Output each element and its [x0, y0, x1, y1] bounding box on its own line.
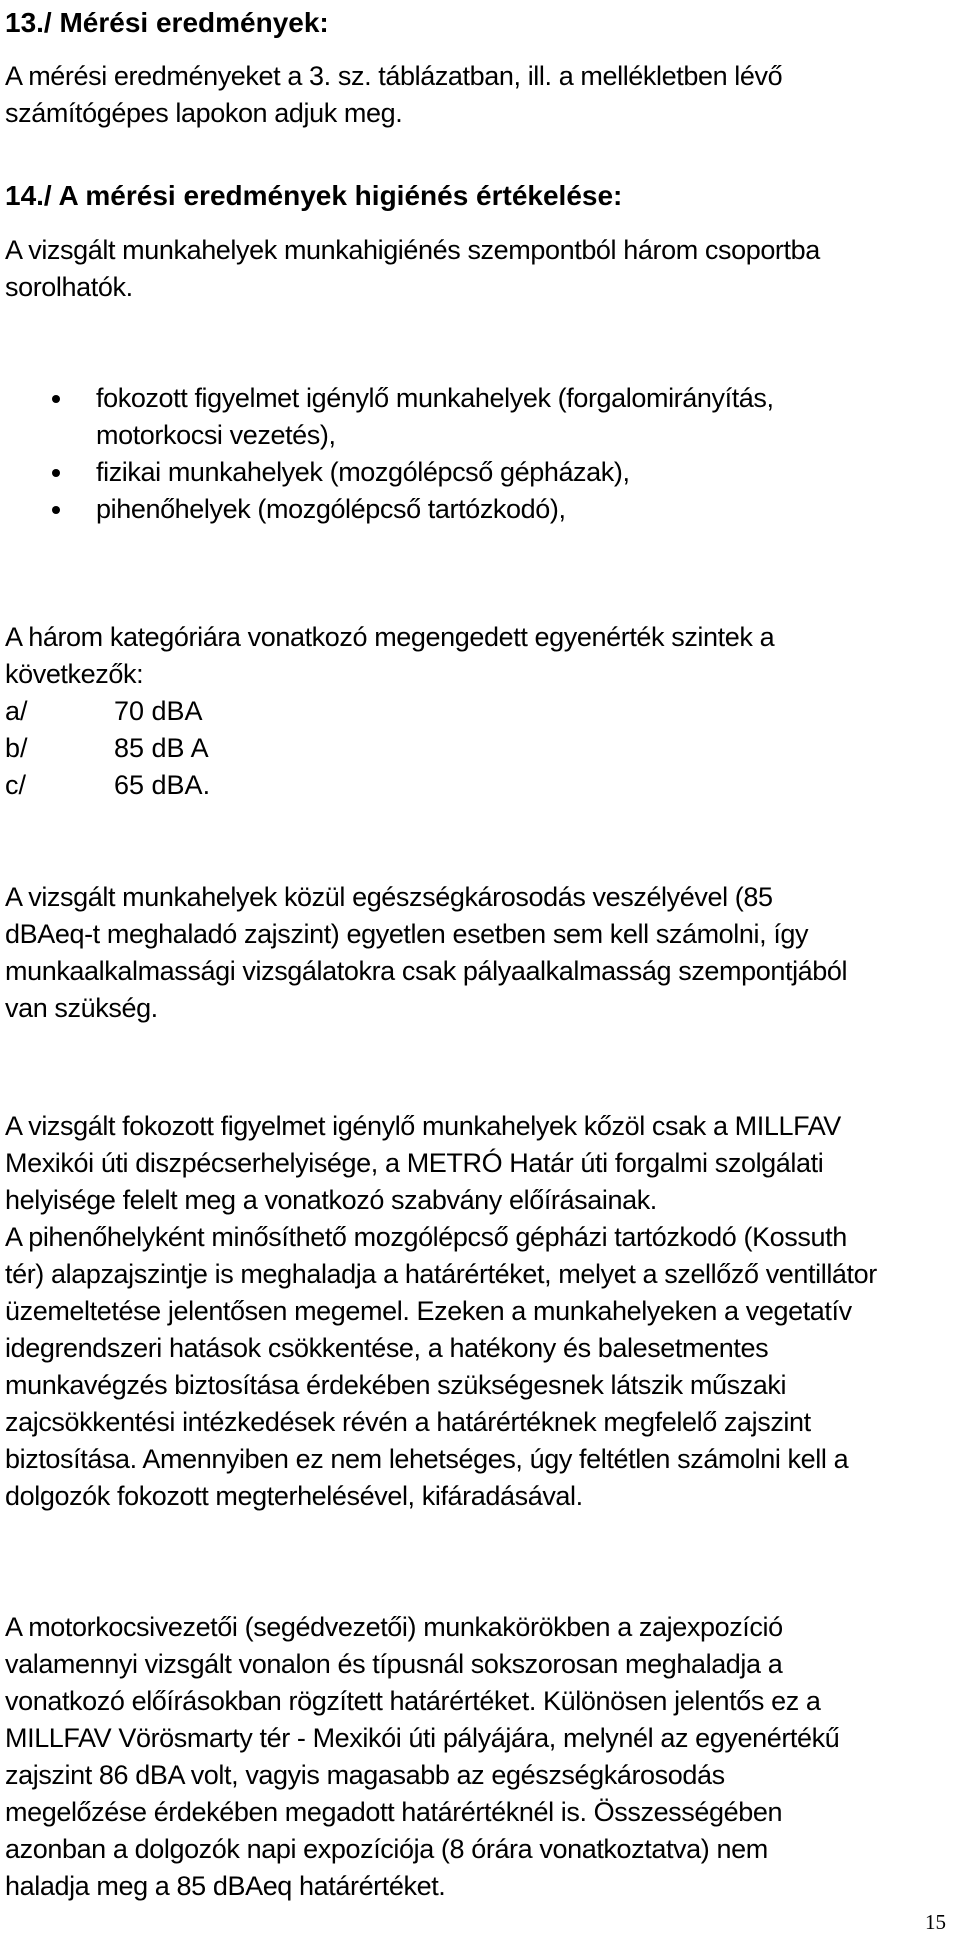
text-line: A három kategóriára vonatkozó megengedett egyenérték szintek a [5, 622, 775, 652]
page-number: 15 [925, 1910, 946, 1934]
limit-label: a/ [5, 696, 28, 726]
text-line: helyisége felelt meg a vonatkozó szabvány előírásainak. [5, 1185, 657, 1215]
text-line: következők: [5, 659, 144, 689]
text-line: Mexikói úti diszpécserhelyisége, a METRÓ Határ úti forgalmi szolgálati [5, 1148, 824, 1178]
text-line: A pihenőhelyként minősíthető mozgólépcső gépházi tartózkodó (Kossuth [5, 1222, 847, 1252]
section-13-paragraph [5, 58, 953, 132]
text-line: azonban a dolgozók napi expozíciója (8 órára vonatkoztatva) nem [5, 1834, 768, 1864]
text-line: A vizsgált munkahelyek közül egészségkárosodás veszélyével (85 [5, 882, 773, 912]
text-line: idegrendszeri hatások csökkentése, a hatékony és balesetmentes [5, 1333, 769, 1363]
health-risk-paragraph [5, 879, 953, 1027]
limit-label: b/ [5, 733, 28, 763]
section-14-intro [5, 232, 953, 306]
list-item [0, 491, 960, 528]
text-line: megelőzése érdekében megadott határértéknél is. Összességében [5, 1797, 783, 1827]
text-line: A vizsgált munkahelyek munkahigiénés szempontból három csoportba [5, 235, 820, 265]
driver-exposure-paragraph [5, 1609, 953, 1905]
limit-label: c/ [5, 770, 27, 800]
text-line: üzemeltetése jelentősen megemel. Ezeken a munkahelyeken a vegetatív [5, 1296, 852, 1326]
text-line: zajszint 86 dBA volt, vagyis magasabb az egészségkárosodás [5, 1760, 725, 1790]
text-line: munkavégzés biztosítása érdekében szükségesnek látszik műszaki [5, 1370, 787, 1400]
text-line: A motorkocsivezetői (segédvezetői) munkakörökben a zajexpozíció [5, 1612, 783, 1642]
limit-values [5, 693, 210, 804]
text-line: haladja meg a 85 dBAeq határértéket. [5, 1871, 446, 1901]
text-line: MILLFAV Vörösmarty tér - Mexikói úti pályájára, melynél az egyenértékű [5, 1723, 840, 1753]
limit-row [5, 767, 210, 804]
text-line: A vizsgált fokozott figyelmet igénylő munkahelyek kőzöl csak a MILLFAV [5, 1111, 841, 1141]
limit-value: 70 dBA [114, 696, 203, 726]
text-line: vonatkozó előírásokban rögzített határértéket. Különösen jelentős ez a [5, 1686, 821, 1716]
section-13-heading: 13./ Mérési eredmények: [5, 7, 329, 38]
bullet-icon [52, 506, 60, 514]
text-line: dBAeq-t meghaladó zajszint) egyetlen esetben sem kell számolni, így [5, 919, 809, 949]
limit-value: 85 dB A [114, 733, 209, 763]
limit-row [5, 693, 210, 730]
list-item [0, 454, 960, 491]
text-line: zajcsökkentési intézkedések révén a határértéknek megfelelő zajszint [5, 1407, 811, 1437]
list-item [0, 380, 960, 454]
text-line: fizikai munkahelyek (mozgólépcső gépházak), [96, 457, 630, 487]
text-line: sorolhatók. [5, 272, 133, 302]
text-line: biztosítása. Amennyiben ez nem lehetséges, úgy feltétlen számolni kell a [5, 1444, 849, 1474]
text-line: munkaalkalmassági vizsgálatokra csak pályaalkalmasság szempontjából [5, 956, 848, 986]
text-line: valamennyi vizsgált vonalon és típusnál sokszorosan meghaladja a [5, 1649, 783, 1679]
bullet-icon [52, 395, 60, 403]
text-line: pihenőhelyek (mozgólépcső tartózkodó), [96, 494, 566, 524]
limit-row [5, 730, 210, 767]
text-line: dolgozók fokozott megterhelésével, kifáradásával. [5, 1481, 583, 1511]
text-line: van szükség. [5, 993, 158, 1023]
bullet-icon [52, 469, 60, 477]
text-line: motorkocsi vezetés), [96, 420, 336, 450]
text-line: számítógépes lapokon adjuk meg. [5, 98, 403, 128]
section-14-heading: 14./ A mérési eredmények higiénés értékelése: [5, 180, 623, 211]
text-line: fokozott figyelmet igénylő munkahelyek (forgalomirányítás, [96, 383, 774, 413]
workplace-category-list [0, 380, 960, 528]
text-line: A mérési eredményeket a 3. sz. táblázatban, ill. a mellékletben lévő [5, 61, 783, 91]
workplace-assessment-paragraph [5, 1108, 953, 1515]
limits-intro [5, 619, 953, 693]
limit-value: 65 dBA. [114, 770, 211, 800]
text-line: tér) alapzajszintje is meghaladja a határértéket, melyet a szellőző ventillátor [5, 1259, 877, 1289]
